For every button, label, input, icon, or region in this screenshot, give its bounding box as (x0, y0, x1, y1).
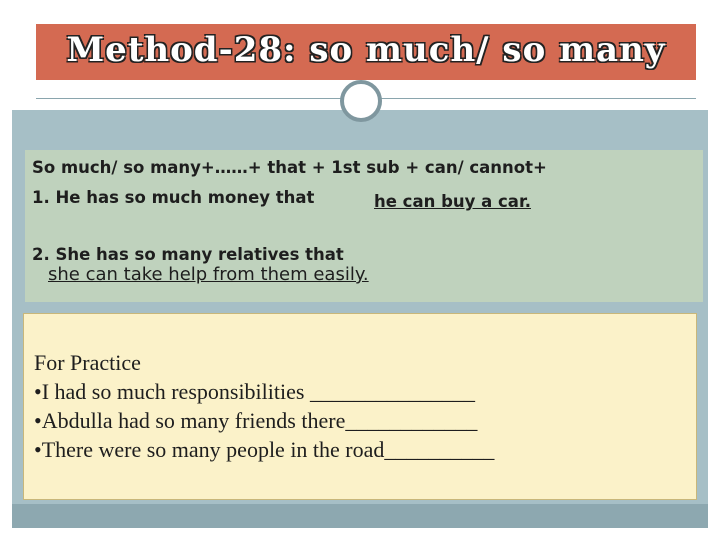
circle-ornament (340, 80, 382, 122)
example-1-answer: he can buy a car. (374, 192, 531, 211)
slide-title: Method-28: so much/ so many (66, 30, 666, 70)
footer-strip (12, 504, 708, 528)
practice-heading: For Practice (34, 350, 141, 375)
practice-box (23, 313, 697, 500)
example-1-text: 1. He has so much money that (32, 188, 315, 207)
example-2-answer: she can take help from them easily. (48, 264, 369, 285)
practice-item: •Abdulla had so many friends there____________ (34, 408, 478, 433)
practice-item: •There were so many people in the road__________ (34, 437, 495, 462)
example-2-text: 2. She has so many relatives that (32, 245, 344, 264)
practice-item: •I had so much responsibilities _______________ (34, 379, 475, 404)
rule-formula: So much/ so many+……+ that + 1st sub + can/ cannot+ (32, 158, 547, 177)
title-banner (36, 24, 696, 80)
